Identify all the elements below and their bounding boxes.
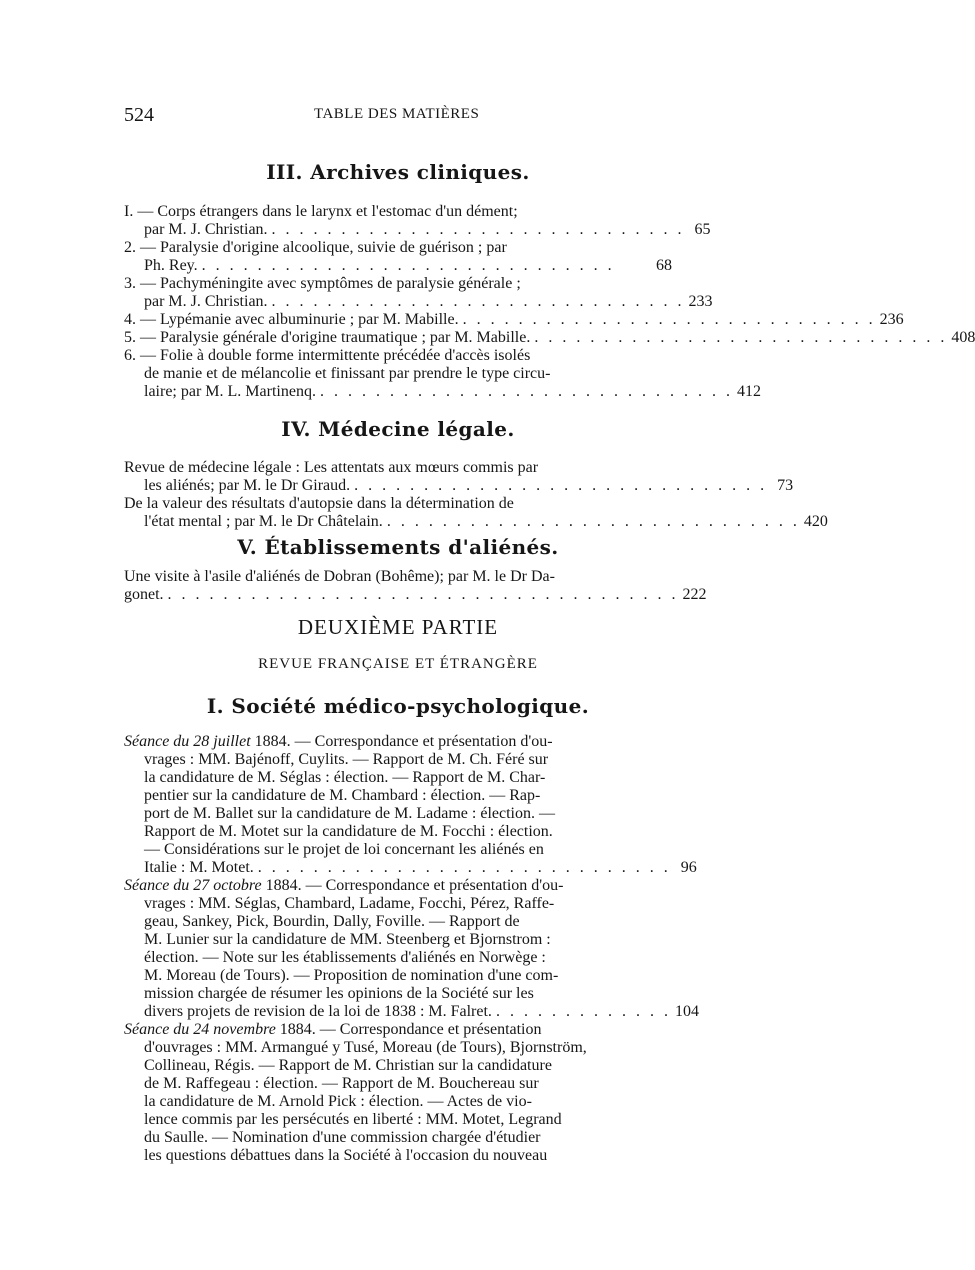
entry-line: 2. — Paralysie d'origine alcoolique, suivie de guérison ; par [124,239,507,256]
seance-line: port de M. Ballet sur la candidature de M. Ladame : élection. — [144,805,555,822]
running-head [124,104,684,126]
running-title: TABLE DES MATIÈRES [314,106,480,122]
seance-line: Collineau, Régis. — Rapport de M. Christian sur la candidature [144,1057,552,1074]
leader-dots: . . . . . . . . . . . . . . . . . . . . . . . . . . . . . . [201,257,615,274]
entry-page: 96 [680,859,697,876]
seance-line: la candidature de M. Arnold Pick : élection. — Actes de vio- [144,1093,532,1110]
entry-page: 65 [694,221,711,238]
toc-entry [144,513,828,531]
toc-entry [144,221,711,239]
entry-page: 68 [656,257,672,274]
entry-text: 4. — Lypémanie avec albuminurie ; par M. Mabille. [124,311,459,328]
seance-text: — Correspondance et présentation d'ou- [290,733,553,750]
toc-entry [144,383,761,401]
seance-line: M. Moreau (de Tours). — Proposition de nomination d'une com- [144,967,559,984]
seance-line: geau, Sankey, Pick, Bourdin, Dally, Foville. — Rapport de [144,913,520,930]
seance-text: — Correspondance et présentation d'ou- [301,877,564,894]
leader-dots: . . . . . . . . . . . . . . . . . . . . . . . . . . . . . . [462,311,876,328]
section-heading-archives: III. Archives cliniques. [266,160,530,184]
seance-year: 1884. [275,1021,316,1038]
leader-dots: . . . . . . . . . . . . . [495,1003,671,1020]
seance-year: 1884. [261,877,302,894]
entry-text: Ph. Rey. [144,257,198,274]
section-heading-societe: I. Société médico-psychologique. [206,694,590,718]
seance-date: Séance du 28 juillet [124,733,251,750]
seance-line: d'ouvrages : MM. Armangué y Tusé, Moreau (de Tours), Bjornström, [144,1039,587,1056]
toc-entry [124,586,707,604]
entry-text: par M. J. Christian. [144,221,268,238]
toc-entry [124,329,975,347]
seance-line: lence commis par les persécutés en liberté : MM. Motet, Legrand [144,1111,562,1128]
entry-text: 5. — Paralysie générale d'origine traumatique ; par M. Mabille. [124,329,531,346]
part-title: DEUXIÈME PARTIE [297,615,499,639]
entry-page: 236 [879,311,904,328]
entry-page: 420 [803,513,828,530]
leader-dots: . . . . . . . . . . . . . . . . . . . . . . . . . . . . . . . . . . . . . [167,586,679,603]
entry-text: divers projets de revision de la loi de 1838 : M. Falret. [144,1003,492,1020]
seance-line: vrages : MM. Bajénoff, Cuylits. — Rapport de M. Ch. Féré sur [144,751,549,768]
entry-page: 73 [777,477,794,494]
entry-page: 408 [951,329,975,346]
seance-line: M. Lunier sur la candidature de MM. Steenberg et Bjornstrom : [144,931,551,948]
leader-dots: . . . . . . . . . . . . . . . . . . . . . . . . . . . . . . [534,329,948,346]
seance-line: les questions débattues dans la Société à l'occasion du nouveau [144,1147,548,1164]
section-heading-etablissements: V. Établissements d'aliénés. [237,535,559,559]
toc-entry [144,1003,699,1021]
seance-text: — Correspondance et présentation [315,1021,542,1038]
seance-date: Séance du 27 octobre [124,877,262,894]
entry-page: 222 [682,586,707,603]
seance-line: du Saulle. — Nomination d'une commission chargée d'étudier [144,1129,541,1146]
entry-line: I. — Corps étrangers dans le larynx et l'estomac d'un dément; [124,203,518,220]
leader-dots: . . . . . . . . . . . . . . . . . . . . . . . . . . . . . . [271,293,685,310]
section-heading-medecine: IV. Médecine légale. [281,417,515,441]
leader-dots: . . . . . . . . . . . . . . . . . . . . . . . . . . . . . . [271,221,685,238]
toc-entry [144,477,794,495]
seance-line: élection. — Note sur les établissements d'aliénés en Norwège : [144,949,546,966]
entry-text: par M. J. Christian. [144,293,268,310]
entry-page: 233 [688,293,713,310]
toc-entry [144,859,697,877]
seance-date: Séance du 24 novembre [124,1021,276,1038]
seance-line [124,1021,672,1039]
leader-dots: . . . . . . . . . . . . . . . . . . . . . . . . . . . . . . [257,859,671,876]
entry-line: de manie et de mélancolie et finissant par prendre le type circu- [144,365,551,382]
toc-entry [124,311,904,329]
entry-line: De la valeur des résultats d'autopsie dans la détermination de [124,495,514,512]
seance-year: 1884. [250,733,291,750]
leader-dots: . . . . . . . . . . . . . . . . . . . . . . . . . . . . . . [319,383,733,400]
entry-line: Revue de médecine légale : Les attentats aux mœurs commis par [124,459,539,476]
page-number: 524 [124,104,154,126]
toc-entry [144,293,713,311]
seance-line [124,877,672,895]
entry-page: 104 [674,1003,699,1020]
seance-line: de M. Raffegeau : élection. — Rapport de M. Bouchereau sur [144,1075,539,1092]
entry-text: l'état mental ; par M. le Dr Châtelain. [144,513,383,530]
seance-line: la candidature de M. Séglas : élection. — Rapport de M. Char- [144,769,546,786]
seance-line [124,733,672,751]
entry-text: Italie : M. Motet. [144,859,254,876]
seance-line: vrages : MM. Séglas, Chambard, Ladame, Focchi, Pérez, Raffe- [144,895,555,912]
seance-line: mission chargée de résumer les opinions de la Société sur les [144,985,534,1002]
leader-dots: . . . . . . . . . . . . . . . . . . . . . . . . . . . . . . [354,477,768,494]
leader-dots: . . . . . . . . . . . . . . . . . . . . . . . . . . . . . . [386,513,800,530]
entry-page: 412 [736,383,761,400]
toc-entry [144,257,672,275]
seance-line: pentier sur la candidature de M. Chambard : élection. — Rap- [144,787,541,804]
seance-line: Rapport de M. Motet sur la candidature de M. Focchi : élection. [144,823,553,840]
part-subtitle: REVUE FRANÇAISE ET ÉTRANGÈRE [258,656,538,672]
entry-text: gonet. [124,586,164,603]
entry-line: 3. — Pachyméningite avec symptômes de paralysie générale ; [124,275,521,292]
entry-text: les aliénés; par M. le Dr Giraud. [144,477,351,494]
entry-line: 6. — Folie à double forme intermittente précédée d'accès isolés [124,347,531,364]
entry-line: Une visite à l'asile d'aliénés de Dobran (Bohême); par M. le Dr Da- [124,568,555,585]
seance-line: — Considérations sur le projet de loi concernant les aliénés en [144,841,544,858]
entry-text: laire; par M. L. Martinenq. [144,383,316,400]
